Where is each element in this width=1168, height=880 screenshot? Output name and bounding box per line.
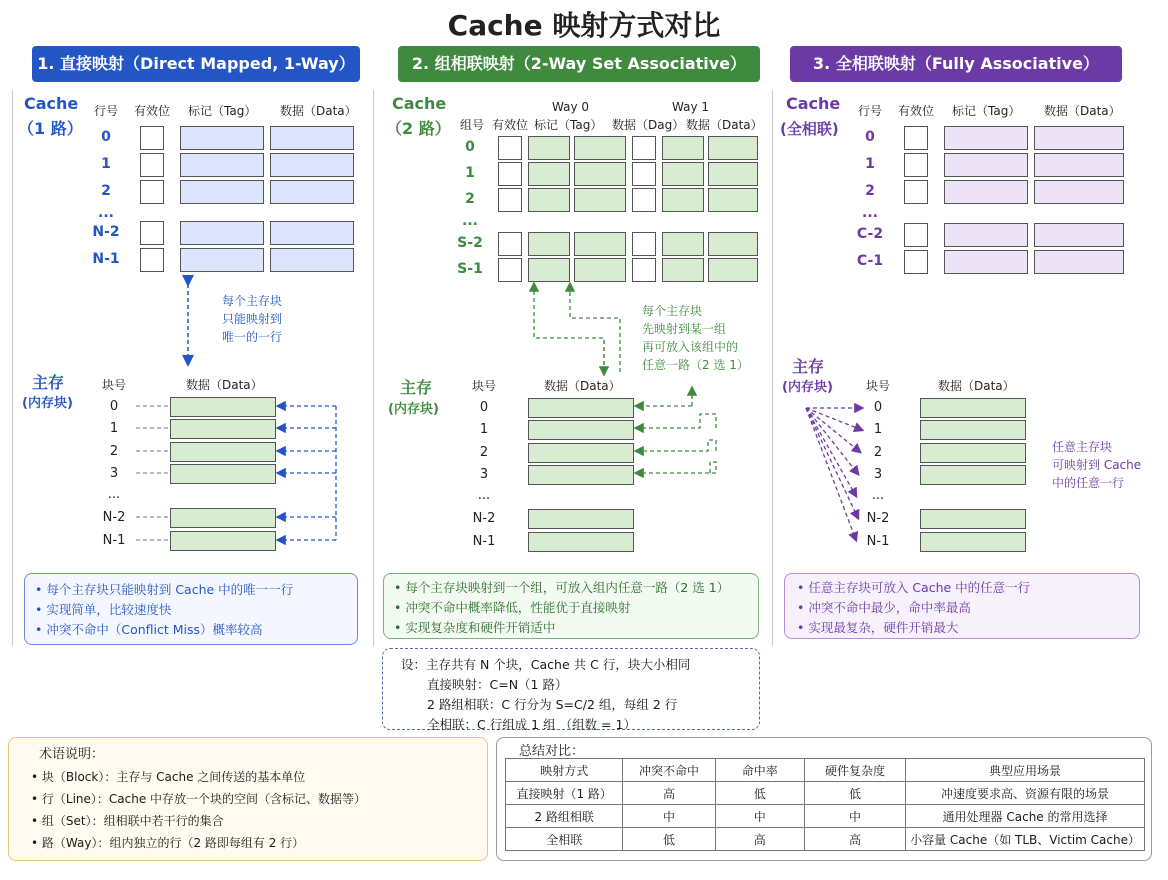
direct-memory-arrows — [278, 406, 336, 540]
direct-row-number: 0 — [101, 129, 111, 145]
direct-tag-cell — [180, 221, 264, 245]
set-row-number: S-2 — [457, 235, 483, 251]
full-note-line: 可映射到 Cache — [1052, 458, 1142, 472]
summary-col-header: 命中率 — [715, 759, 804, 782]
direct-note-line: 只能映射到 — [222, 312, 283, 326]
full-memory-block — [920, 443, 1026, 463]
set-way1-tag-cell — [662, 162, 704, 186]
full-tag-cell — [944, 250, 1028, 274]
full-bullet: • 实现最复杂，硬件开销最大 — [797, 620, 959, 635]
direct-note-line: 唯一的一行 — [222, 330, 283, 344]
summary-cell: 低 — [805, 782, 906, 805]
set-memory-block — [528, 443, 634, 463]
set-way0-data-cell — [574, 162, 626, 186]
term-item: • 行（Line）：Cache 中存放一个块的空间（含标记、数据等） — [31, 792, 367, 806]
direct-row-number: N-2 — [92, 224, 120, 240]
direct-tag-cell — [180, 180, 264, 204]
summary-cell: 2 路组相联 — [506, 805, 623, 828]
direct-cache-label: Cache — [24, 94, 79, 113]
set-row-number: S-1 — [457, 261, 483, 277]
summary-cell: 全相联 — [506, 828, 623, 851]
direct-memory-block — [170, 419, 276, 439]
direct-data-cell — [270, 153, 354, 177]
set-way0-valid-cell — [498, 136, 522, 160]
set-header-tag: 标记（Tag） — [534, 118, 603, 132]
direct-mem-header-block: 块号 — [102, 378, 127, 392]
full-cache-sub: (全相联) — [780, 120, 839, 138]
direct-valid-bit-cell — [140, 221, 164, 245]
set-way0-data-cell — [574, 188, 626, 212]
direct-block-number: N-1 — [102, 533, 126, 548]
set-cache-sub: （2 路） — [386, 119, 451, 138]
summary-cell: 冲速度要求高、资源有限的场景 — [906, 782, 1145, 805]
direct-header-data: 数据（Data） — [280, 104, 357, 118]
set-mem-label: 主存 — [400, 378, 433, 397]
direct-bullet: • 冲突不命中（Conflict Miss）概率较高 — [35, 622, 263, 637]
direct-header-tag: 标记（Tag） — [188, 104, 257, 118]
full-memory-block — [920, 465, 1026, 485]
set-way0-data-cell — [574, 136, 626, 160]
full-valid-bit-cell — [904, 250, 928, 274]
full-tag-cell — [944, 153, 1028, 177]
set-way1-tag-cell — [662, 232, 704, 256]
set-summary-box — [383, 573, 759, 639]
summary-col-header: 冲突不命中 — [623, 759, 715, 782]
direct-valid-bit-cell — [140, 248, 164, 272]
set-way0-label: Way 0 — [552, 100, 590, 114]
direct-memory-block — [170, 442, 276, 462]
direct-row-number: 2 — [101, 183, 111, 199]
set-way1-valid-cell — [632, 258, 656, 282]
set-way1-data-cell — [708, 162, 758, 186]
set-way1-data-cell — [708, 188, 758, 212]
summary-col-header: 映射方式 — [506, 759, 623, 782]
term-item: • 块（Block）：主存与 Cache 之间传送的基本单位 — [31, 770, 306, 784]
direct-banner: 1. 直接映射（Direct Mapped, 1-Way） — [32, 46, 360, 82]
set-way0-valid-cell — [498, 188, 522, 212]
full-mem-header-data: 数据（Data） — [938, 379, 1015, 393]
direct-mapping-note — [222, 292, 282, 346]
direct-data-cell — [270, 248, 354, 272]
set-header-valid: 有效位 — [492, 118, 529, 132]
set-memory-block — [528, 398, 634, 418]
summary-row — [506, 782, 1145, 805]
full-valid-bit-cell — [904, 126, 928, 150]
set-memory-block — [528, 509, 634, 529]
set-block-number: 3 — [479, 467, 489, 482]
terms-title: 术语说明： — [39, 747, 105, 762]
summary-cell: 低 — [715, 782, 804, 805]
direct-data-cell — [270, 126, 354, 150]
set-note-line: 任意一路（2 选 1） — [642, 358, 749, 372]
direct-row-number: ... — [98, 205, 114, 221]
full-cache-label: Cache — [786, 94, 841, 113]
set-memory-block — [528, 420, 634, 440]
full-tag-cell — [944, 223, 1028, 247]
direct-mem-label: 主存 — [32, 373, 65, 392]
set-note-line: 再可放入该组中的 — [642, 340, 739, 354]
set-header-data1: 数据（Data） — [686, 118, 763, 132]
set-way1-data-cell — [708, 258, 758, 282]
direct-data-cell — [270, 221, 354, 245]
set-mem-header-data: 数据（Data） — [544, 379, 621, 393]
summary-cell: 小容量 Cache（如 TLB、Victim Cache） — [906, 828, 1145, 851]
full-header-row: 行号 — [858, 104, 883, 118]
full-valid-bit-cell — [904, 153, 928, 177]
full-memory-block — [920, 509, 1026, 529]
full-block-number: 3 — [873, 467, 883, 482]
set-way1-tag-cell — [662, 188, 704, 212]
set-way1-tag-cell — [662, 136, 704, 160]
set-way0-valid-cell — [498, 232, 522, 256]
direct-valid-bit-cell — [140, 153, 164, 177]
summary-cell: 高 — [805, 828, 906, 851]
full-data-cell — [1034, 250, 1124, 274]
set-bullet: • 实现复杂度和硬件开销适中 — [394, 620, 556, 635]
separator-left-outer — [12, 90, 13, 646]
full-block-number: 1 — [873, 422, 883, 437]
set-way1-tag-cell — [662, 258, 704, 282]
full-data-cell — [1034, 153, 1124, 177]
set-block-number: N-1 — [472, 534, 496, 549]
direct-mem-header-data: 数据（Data） — [186, 378, 263, 392]
set-way1-valid-cell — [632, 162, 656, 186]
full-row-number: 2 — [865, 183, 875, 199]
direct-mem-sub: (内存块) — [22, 396, 73, 411]
set-mem-header-block: 块号 — [472, 379, 497, 393]
full-bullet: • 任意主存块可放入 Cache 中的任意一行 — [797, 580, 1031, 595]
set-way0-tag-cell — [528, 188, 570, 212]
summary-cell: 中 — [715, 805, 804, 828]
summary-table — [505, 758, 1145, 851]
full-summary-box — [784, 573, 1140, 639]
full-mem-label: 主存 — [792, 357, 825, 376]
full-bullet: • 冲突不命中最少，命中率最高 — [797, 600, 971, 615]
set-row-number: 0 — [465, 139, 475, 155]
set-memory-block — [528, 532, 634, 552]
direct-note-line: 每个主存块 — [222, 294, 283, 308]
set-mem-sub: (内存块) — [388, 402, 439, 417]
set-bullet: • 冲突不命中概率降低，性能优于直接映射 — [394, 600, 631, 615]
set-way0-tag-cell — [528, 232, 570, 256]
assumption-line: 设：主存共有 N 个块，Cache 共 C 行，块大小相同 — [401, 657, 691, 672]
direct-header-row: 行号 — [94, 104, 119, 118]
set-memory-block — [528, 465, 634, 485]
direct-valid-bit-cell — [140, 126, 164, 150]
set-way1-valid-cell — [632, 136, 656, 160]
set-bullet: • 每个主存块映射到一个组，可放入组内任意一路（2 选 1） — [394, 580, 730, 595]
set-block-number: N-2 — [472, 511, 496, 526]
direct-block-leaders — [136, 406, 168, 540]
set-way1-label: Way 1 — [672, 100, 710, 114]
full-row-number: C-1 — [856, 253, 884, 269]
full-row-number: ... — [862, 205, 878, 221]
summary-cell: 直接映射（1 路） — [506, 782, 623, 805]
direct-block-number: ... — [107, 487, 121, 502]
set-way1-data-cell — [708, 232, 758, 256]
full-fan-arrows — [806, 408, 862, 540]
full-memory-block — [920, 532, 1026, 552]
direct-tag-cell — [180, 126, 264, 150]
set-row-number: ... — [462, 213, 478, 229]
terms-box — [8, 737, 488, 861]
set-way0-data-cell — [574, 232, 626, 256]
full-mem-sub: (内存块) — [782, 380, 833, 395]
set-row-number: 2 — [465, 191, 475, 207]
set-note-line: 每个主存块 — [642, 304, 703, 318]
assumption-line: 2 路组相联：C 行分为 S=C/2 组，每组 2 行 — [427, 697, 678, 712]
direct-memory-block — [170, 464, 276, 484]
direct-row-number: N-1 — [92, 251, 120, 267]
assumptions-box — [382, 648, 760, 730]
assumption-line: 直接映射：C=N（1 路） — [427, 677, 568, 692]
full-block-number: N-2 — [866, 511, 890, 526]
summary-col-header: 硬件复杂度 — [805, 759, 906, 782]
direct-valid-bit-cell — [140, 180, 164, 204]
direct-tag-cell — [180, 153, 264, 177]
set-header-set: 组号 — [460, 118, 485, 132]
direct-block-number: 0 — [109, 399, 119, 414]
set-cache-label: Cache — [392, 94, 447, 113]
full-block-number: 0 — [873, 400, 883, 415]
direct-data-cell — [270, 180, 354, 204]
direct-block-number: N-2 — [102, 510, 126, 525]
full-block-number: N-1 — [866, 534, 890, 549]
summary-cell: 低 — [623, 828, 715, 851]
set-way1-valid-cell — [632, 188, 656, 212]
summary-box — [496, 737, 1152, 861]
page-title: Cache 映射方式对比 — [447, 9, 721, 42]
set-block-number: 0 — [479, 400, 489, 415]
set-way1-valid-cell — [632, 232, 656, 256]
set-way1-data-cell — [708, 136, 758, 160]
full-block-number: ... — [871, 488, 885, 503]
summary-cell: 高 — [623, 782, 715, 805]
set-way0-tag-cell — [528, 136, 570, 160]
separator-direct-set — [373, 90, 374, 646]
direct-memory-block — [170, 531, 276, 551]
set-block-number: ... — [477, 488, 491, 503]
term-item: • 路（Way）：组内独立的行（2 路即每组有 2 行） — [31, 836, 305, 850]
full-row-number: 1 — [865, 156, 875, 172]
full-mapping-note — [1052, 438, 1141, 492]
direct-block-number: 2 — [109, 444, 119, 459]
set-block-number: 2 — [479, 445, 489, 460]
full-block-number: 2 — [873, 445, 883, 460]
full-valid-bit-cell — [904, 223, 928, 247]
summary-header-row — [506, 759, 1145, 782]
summary-row — [506, 805, 1145, 828]
direct-bullet: • 实现简单，比较速度快 — [35, 602, 172, 617]
direct-memory-block — [170, 397, 276, 417]
direct-bullet: • 每个主存块只能映射到 Cache 中的唯一一行 — [35, 582, 294, 597]
set-way0-tag-cell — [528, 162, 570, 186]
full-memory-block — [920, 420, 1026, 440]
full-note-line: 中的任意一行 — [1052, 476, 1125, 490]
summary-title: 总结对比： — [519, 744, 585, 759]
direct-cache-sub: （1 路） — [18, 119, 83, 138]
summary-cell: 通用处理器 Cache 的常用选择 — [906, 805, 1145, 828]
full-header-tag: 标记（Tag） — [952, 104, 1021, 118]
summary-cell: 高 — [715, 828, 804, 851]
summary-cell: 中 — [623, 805, 715, 828]
summary-cell: 中 — [805, 805, 906, 828]
full-tag-cell — [944, 180, 1028, 204]
full-header-data: 数据（Data） — [1044, 104, 1121, 118]
term-item: • 组（Set）：组相联中若干行的集合 — [31, 814, 224, 828]
full-header-valid: 有效位 — [898, 104, 935, 118]
direct-row-number: 1 — [101, 156, 111, 172]
full-banner: 3. 全相联映射（Fully Associative） — [790, 46, 1122, 82]
full-valid-bit-cell — [904, 180, 928, 204]
direct-summary-box — [24, 573, 358, 645]
set-header-data0: 数据（Dag） — [612, 118, 685, 132]
set-row-number: 1 — [465, 165, 475, 181]
set-way0-valid-cell — [498, 162, 522, 186]
summary-row — [506, 828, 1145, 851]
full-data-cell — [1034, 223, 1124, 247]
assumption-line: 全相联：C 行组成 1 组 （组数 = 1） — [427, 717, 636, 732]
set-note-line: 先映射到某一组 — [642, 322, 727, 336]
set-mapping-note — [642, 302, 749, 374]
set-way0-valid-cell — [498, 258, 522, 282]
set-block-number: 1 — [479, 422, 489, 437]
set-way0-data-cell — [574, 258, 626, 282]
full-memory-block — [920, 398, 1026, 418]
full-row-number: 0 — [865, 129, 875, 145]
full-row-number: C-2 — [856, 226, 884, 242]
direct-block-number: 3 — [109, 466, 119, 481]
direct-memory-block — [170, 508, 276, 528]
set-banner: 2. 组相联映射（2-Way Set Associative） — [398, 46, 760, 82]
summary-col-header: 典型应用场景 — [906, 759, 1145, 782]
direct-block-number: 1 — [109, 421, 119, 436]
separator-set-full — [772, 90, 773, 646]
full-mem-header-block: 块号 — [866, 379, 891, 393]
full-data-cell — [1034, 126, 1124, 150]
direct-header-valid: 有效位 — [134, 104, 171, 118]
full-data-cell — [1034, 180, 1124, 204]
set-way0-tag-cell — [528, 258, 570, 282]
full-tag-cell — [944, 126, 1028, 150]
full-note-line: 任意主存块 — [1052, 440, 1113, 454]
direct-tag-cell — [180, 248, 264, 272]
